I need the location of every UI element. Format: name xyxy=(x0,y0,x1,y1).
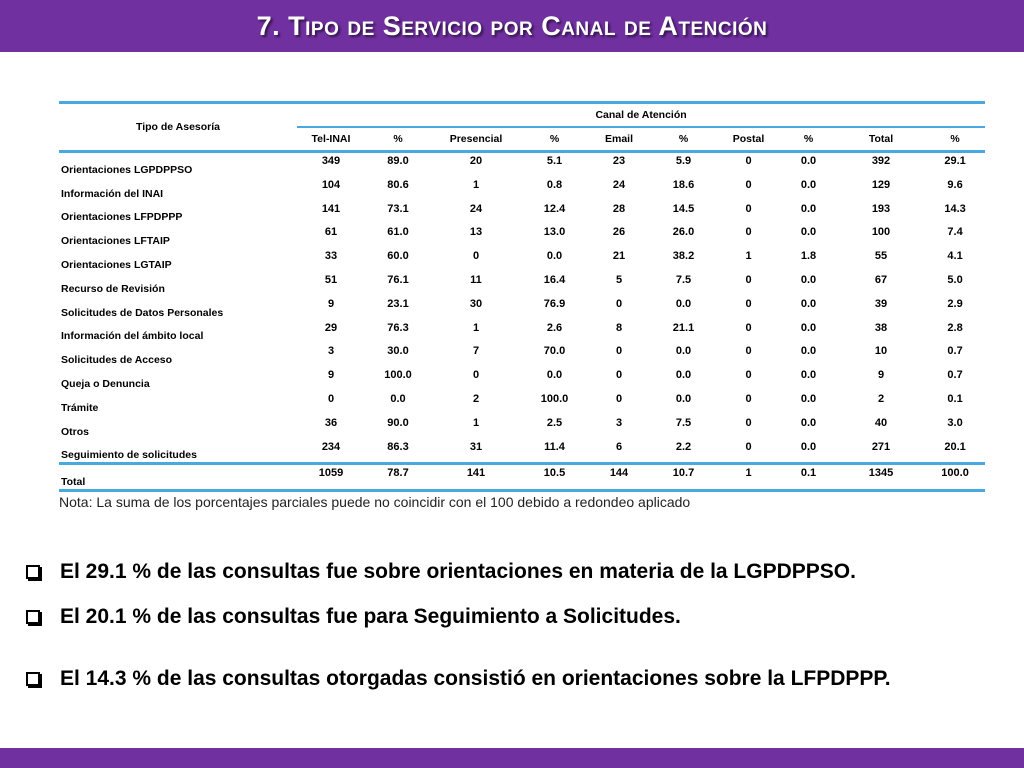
table-cell: 0.1 xyxy=(947,392,963,405)
table-cell: 20.1 xyxy=(944,440,966,453)
table-row xyxy=(59,152,985,177)
table-cell: 26.0 xyxy=(672,226,695,239)
table-cell: 5.0 xyxy=(947,273,963,286)
bullet-text: El 20.1 % de las consultas fue para Seguimiento a Solicitudes. xyxy=(60,605,681,628)
table-cell: 86.3 xyxy=(387,440,409,453)
table-cell: 3 xyxy=(615,416,623,429)
table-cell: 1345 xyxy=(837,464,925,491)
table-cell: 14.5 xyxy=(672,202,695,215)
table-cell: 0 xyxy=(745,226,752,239)
page-title: 7. Tipo de Servicio por Canal de Atención xyxy=(256,10,768,41)
table-cell: 31 xyxy=(469,440,483,453)
table-cell: 0 xyxy=(472,369,480,382)
table-cell: 1 xyxy=(472,178,480,191)
row-label: Queja o Denuncia xyxy=(61,377,150,390)
table-cell: 39 xyxy=(874,297,888,310)
table-cell: 9 xyxy=(327,369,335,382)
table-cell: 38.2 xyxy=(672,250,695,263)
column-header: Email xyxy=(588,127,650,152)
row-label: Orientaciones LFPDPPP xyxy=(61,211,183,224)
table-cell: 104 xyxy=(321,178,341,191)
table-cell: 2.8 xyxy=(947,321,963,334)
table-row xyxy=(59,320,985,344)
table-cell: 2.5 xyxy=(546,416,563,429)
table-note: Nota: La suma de los porcentajes parciales puede no coincidir con el 100 debido a redondeo aplicado xyxy=(59,494,691,510)
column-header: Tel-INAI xyxy=(297,127,365,152)
table-cell: 51 xyxy=(324,273,338,286)
table-cell: 60.0 xyxy=(387,250,409,263)
table-cell: 1.8 xyxy=(800,250,817,263)
table-cell: 23.1 xyxy=(387,297,409,310)
table-row xyxy=(59,224,985,248)
table-cell: 5.1 xyxy=(546,155,563,167)
row-label: Solicitudes de Datos Personales xyxy=(61,306,224,319)
table-cell: 11 xyxy=(470,273,482,286)
table-cell: 0 xyxy=(745,273,752,286)
row-label: Orientaciones LFTAIP xyxy=(61,235,170,248)
table-cell: 0.0 xyxy=(800,273,817,286)
table-cell: 0.0 xyxy=(800,297,817,310)
table-cell: 16.4 xyxy=(543,273,566,286)
table-row xyxy=(59,367,985,391)
table-cell: 0 xyxy=(327,392,335,405)
table-cell: 0 xyxy=(745,369,752,382)
table-cell: 28 xyxy=(612,202,626,215)
row-label: Seguimiento de solicitudes xyxy=(61,449,197,462)
table-cell: 0.0 xyxy=(800,345,817,358)
table-cell: 4.1 xyxy=(947,250,963,263)
table-row xyxy=(59,343,985,367)
table-cell: 76.3 xyxy=(387,321,409,334)
table-cell: 0.0 xyxy=(800,321,817,334)
table-cell: 0.0 xyxy=(675,369,692,382)
table-cell: 100.0 xyxy=(925,464,985,491)
table-cell: 21 xyxy=(612,250,626,263)
table-cell: 2.6 xyxy=(546,321,563,334)
table-cell: 78.7 xyxy=(365,464,431,491)
table-cell: 0.0 xyxy=(800,440,817,453)
table-cell: 0.0 xyxy=(800,416,817,429)
table-cell: 141 xyxy=(321,202,341,215)
table-cell: 33 xyxy=(324,250,338,263)
table-cell: 0.0 xyxy=(546,369,563,382)
table-cell: 0 xyxy=(615,392,623,405)
table-cell: 89.0 xyxy=(387,155,409,167)
row-label: Orientaciones LGTAIP xyxy=(61,258,172,271)
table-cell: 23 xyxy=(612,155,626,167)
table-cell: 0.0 xyxy=(675,297,692,310)
table-row xyxy=(59,391,985,415)
table-cell: 0 xyxy=(615,345,623,358)
table-cell: 10.5 xyxy=(521,464,588,491)
table-cell: 76.9 xyxy=(543,297,566,310)
table-cell: 7.5 xyxy=(675,416,692,429)
data-table xyxy=(59,101,985,492)
canal-atencion-header: Canal de Atención xyxy=(297,103,985,128)
table-cell: 1 xyxy=(745,250,752,263)
bullet-text: El 14.3 % de las consultas otorgadas consistió en orientaciones sobre la LFPDPPP. xyxy=(60,667,891,690)
row-label: Información del ámbito local xyxy=(61,330,204,343)
table-cell: 13 xyxy=(469,226,483,239)
table-cell: 0 xyxy=(745,297,752,310)
table-cell: 0.0 xyxy=(800,392,817,405)
table-cell: 30.0 xyxy=(387,345,409,358)
table-cell: 21.1 xyxy=(672,321,695,334)
table-cell: 8 xyxy=(615,321,623,334)
row-label: Recurso de Revisión xyxy=(61,282,165,295)
bullet-item xyxy=(26,560,856,584)
footer-bar xyxy=(0,748,1024,768)
checkbox-bullet-icon xyxy=(26,565,40,579)
table-cell: 0.0 xyxy=(390,392,406,405)
bullet-item xyxy=(26,667,891,691)
table-cell: 40 xyxy=(874,416,888,429)
table-header-row xyxy=(59,103,985,128)
table-cell: 100 xyxy=(871,226,891,239)
table-cell: 11.4 xyxy=(544,440,565,453)
table-cell: 144 xyxy=(588,464,650,491)
table-cell: 38 xyxy=(874,321,888,334)
table-cell: 0.7 xyxy=(947,345,963,358)
table-cell: 0.0 xyxy=(800,178,817,191)
table-cell: 141 xyxy=(431,464,521,491)
column-header: % xyxy=(780,127,837,152)
column-header: Postal xyxy=(717,127,780,152)
table-cell: 0 xyxy=(745,202,752,215)
table-cell: 0.0 xyxy=(800,369,817,382)
table-cell: 234 xyxy=(321,440,341,453)
table-cell: 26 xyxy=(612,226,626,239)
table-cell: 1 xyxy=(717,464,780,491)
table-cell: 61 xyxy=(324,226,338,239)
total-row xyxy=(59,464,985,491)
table-cell: 10 xyxy=(874,345,888,358)
table-cell: 0 xyxy=(745,345,752,358)
table-cell: 0.0 xyxy=(546,250,563,263)
table-cell: 36 xyxy=(324,416,338,429)
table-cell: 24 xyxy=(469,202,483,215)
table-cell: 70.0 xyxy=(543,345,566,358)
row-label: Solicitudes de Acceso xyxy=(61,354,173,367)
table-cell: 7.5 xyxy=(675,273,692,286)
table-cell: 2.9 xyxy=(947,297,963,310)
checkbox-bullet-icon xyxy=(26,672,40,686)
table-cell: 7.4 xyxy=(947,226,963,239)
table-cell: 76.1 xyxy=(387,273,409,286)
table-cell: 100.0 xyxy=(384,369,412,382)
table-cell: 14.3 xyxy=(944,202,966,215)
table-cell: 18.6 xyxy=(672,178,695,191)
bullet-item xyxy=(26,605,681,629)
table-cell: 0 xyxy=(472,250,480,263)
table-cell: 7 xyxy=(472,345,480,358)
table-cell: 0 xyxy=(745,321,752,334)
table-cell: 1 xyxy=(472,416,480,429)
column-header: Presencial xyxy=(431,127,521,152)
table-cell: 30 xyxy=(469,297,483,310)
row-label: Otros xyxy=(61,425,90,438)
table-row xyxy=(59,415,985,439)
bullet-text: El 29.1 % de las consultas fue sobre orientaciones en materia de la LGPDPPSO. xyxy=(60,560,856,583)
table-cell: 9 xyxy=(327,297,335,310)
table-cell: 90.0 xyxy=(387,416,409,429)
tipo-asesoria-header: Tipo de Asesoría xyxy=(59,103,297,152)
table-cell: 0.7 xyxy=(947,369,963,382)
table-cell: 1 xyxy=(472,321,480,334)
table-body xyxy=(59,152,985,491)
table-row xyxy=(59,272,985,296)
table-cell: 3.0 xyxy=(947,416,963,429)
table-cell: 13.0 xyxy=(543,226,566,239)
row-label: Trámite xyxy=(61,401,99,414)
table-cell: 0.8 xyxy=(546,178,563,191)
table-cell: 0 xyxy=(615,297,623,310)
table-cell: 2 xyxy=(472,392,480,405)
table-row xyxy=(59,201,985,225)
table-cell: 0.1 xyxy=(780,464,837,491)
column-header: % xyxy=(650,127,717,152)
table-cell: 2.2 xyxy=(675,440,692,453)
table-row xyxy=(59,439,985,464)
table-cell: 20 xyxy=(469,155,483,167)
column-header: % xyxy=(925,127,985,152)
table-cell: 10.7 xyxy=(650,464,717,491)
table-cell: 73.1 xyxy=(387,202,409,215)
table-cell: 9 xyxy=(877,369,885,382)
table-cell: 0 xyxy=(745,392,752,405)
table-cell: 0.0 xyxy=(800,202,817,215)
table-cell: 0.0 xyxy=(800,155,817,167)
table-cell: 1059 xyxy=(297,464,365,491)
table-cell: 29.1 xyxy=(944,155,966,167)
table-row xyxy=(59,177,985,201)
table-cell: 100.0 xyxy=(540,392,569,405)
table-row xyxy=(59,248,985,272)
table-cell: 9.6 xyxy=(947,178,963,191)
title-bar xyxy=(0,0,1024,52)
table-cell: 271 xyxy=(871,440,891,453)
table-cell: 392 xyxy=(871,155,891,167)
table-cell: 0 xyxy=(745,155,752,167)
checkbox-bullet-icon xyxy=(26,610,40,624)
table-cell: 6 xyxy=(615,440,623,453)
column-header: Total xyxy=(837,127,925,152)
table-cell: 0.0 xyxy=(675,392,692,405)
table-cell: 2 xyxy=(877,392,885,405)
table-cell: 0.0 xyxy=(800,226,817,239)
table-cell: 5.9 xyxy=(675,155,692,167)
table-cell: 349 xyxy=(321,155,341,167)
table-cell: 0 xyxy=(745,416,752,429)
table-cell: 0 xyxy=(615,369,623,382)
row-label: Orientaciones LGPDPPSO xyxy=(61,163,193,176)
column-header: % xyxy=(365,127,431,152)
table-cell: 0.0 xyxy=(675,345,692,358)
table-cell: 24 xyxy=(612,178,626,191)
table-cell: 0 xyxy=(745,178,752,191)
table-cell: 80.6 xyxy=(387,178,409,191)
row-label: Información del INAI xyxy=(61,187,164,200)
table-cell: 3 xyxy=(327,345,335,358)
table-cell: 55 xyxy=(874,250,888,263)
table-cell: 5 xyxy=(615,273,623,286)
table-cell: 67 xyxy=(874,273,888,286)
table-cell: 193 xyxy=(871,202,891,215)
table-cell: 29 xyxy=(324,321,338,334)
table-row xyxy=(59,296,985,320)
table-cell: 61.0 xyxy=(387,226,409,239)
table-cell: 129 xyxy=(871,178,891,191)
table-cell: 0 xyxy=(745,440,752,453)
column-header: % xyxy=(521,127,588,152)
total-label: Total xyxy=(59,464,297,491)
table-cell: 12.4 xyxy=(543,202,566,215)
